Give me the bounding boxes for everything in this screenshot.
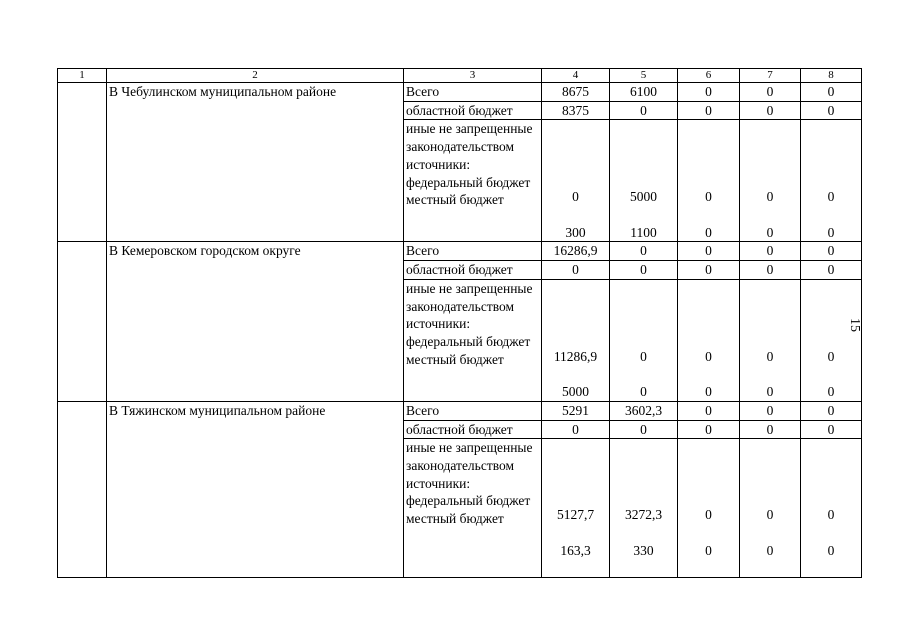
spacer — [680, 206, 737, 224]
source-label: местный бюджет — [406, 192, 504, 208]
local-value: 0 — [640, 384, 647, 400]
source-label: иные не запрещенные законодательством источники: — [406, 121, 533, 172]
local-value: 0 — [705, 542, 712, 558]
value-cell: 0 — [740, 101, 801, 120]
district-name: В Кемеровском городском округе — [107, 242, 404, 401]
value-cell: 0 — [740, 242, 801, 261]
federal-value: 0 — [572, 189, 579, 205]
value-cell: 0 — [678, 401, 740, 420]
source-label: местный бюджет — [406, 511, 504, 527]
local-value: 0 — [766, 542, 774, 558]
spacer — [544, 560, 607, 578]
federal-value: 5127,7 — [556, 507, 595, 523]
spacer — [612, 560, 675, 578]
spacer — [680, 365, 737, 383]
spacer — [680, 560, 737, 578]
value-cell: 0 — [740, 401, 801, 420]
spacer — [742, 560, 798, 578]
header-cell: 7 — [740, 69, 801, 83]
value-cell: 0 — [610, 101, 678, 120]
value-cell: 0 — [740, 261, 801, 280]
value-cell — [678, 120, 740, 242]
value-cell: 8675 — [542, 83, 610, 102]
source-label: областной бюджет — [404, 420, 542, 439]
value-cell: 5291 — [542, 401, 610, 420]
local-value: 300 — [565, 224, 586, 240]
local-value: 330 — [633, 542, 654, 558]
header-cell: 4 — [542, 69, 610, 83]
source-label: иные не запрещенные законодательством источники: — [406, 280, 533, 332]
federal-value: 0 — [640, 348, 647, 364]
value-cell — [740, 439, 801, 578]
spacer — [803, 524, 859, 542]
page-number: 15 — [847, 318, 862, 332]
value-cell — [678, 439, 740, 578]
spacer — [612, 206, 675, 224]
source-label: областной бюджет — [404, 261, 542, 280]
federal-value: 0 — [766, 189, 774, 205]
value-cell: 0 — [610, 261, 678, 280]
federal-value: 0 — [827, 507, 835, 523]
local-value: 0 — [766, 384, 774, 400]
spacer — [544, 206, 607, 224]
local-value: 0 — [827, 384, 835, 400]
federal-value: 0 — [705, 507, 712, 523]
value-cell — [610, 120, 678, 242]
district-name: В Тяжинском муниципальном районе — [107, 401, 404, 577]
federal-value: 5000 — [630, 189, 657, 205]
value-cell: 0 — [678, 83, 740, 102]
local-value: 0 — [705, 224, 712, 240]
federal-value: 0 — [705, 189, 712, 205]
value-cell — [610, 279, 678, 401]
federal-value: 3272,3 — [624, 507, 663, 523]
value-cell: 16286,9 — [542, 242, 610, 261]
source-label: федеральный бюджет — [406, 333, 531, 349]
section-total-row — [58, 83, 862, 102]
federal-value: 0 — [766, 348, 774, 364]
value-cell: 0 — [678, 261, 740, 280]
value-cell — [801, 439, 862, 578]
source-label: Всего — [404, 83, 542, 102]
spacer — [742, 524, 798, 542]
spacer — [544, 524, 607, 542]
federal-value: 0 — [705, 348, 712, 364]
source-label: областной бюджет — [404, 101, 542, 120]
value-cell: 0 — [801, 83, 862, 102]
header-cell: 5 — [610, 69, 678, 83]
value-cell: 0 — [801, 242, 862, 261]
value-cell: 0 — [610, 420, 678, 439]
value-cell: 0 — [801, 420, 862, 439]
value-cell: 0 — [801, 101, 862, 120]
source-label: федеральный бюджет — [406, 174, 531, 190]
district-name: В Чебулинском муниципальном районе — [107, 83, 404, 242]
local-value: 0 — [766, 224, 774, 240]
value-cell — [542, 120, 610, 242]
header-cell: 8 — [801, 69, 862, 83]
federal-value: 0 — [827, 189, 835, 205]
value-cell: 0 — [801, 401, 862, 420]
spacer — [612, 365, 675, 383]
section-total-row — [58, 401, 862, 420]
spacer — [680, 524, 737, 542]
header-cell: 3 — [404, 69, 542, 83]
value-cell: 8375 — [542, 101, 610, 120]
spacer — [742, 365, 798, 383]
local-value: 1100 — [630, 224, 657, 240]
local-value: 0 — [705, 384, 712, 400]
value-cell — [740, 279, 801, 401]
value-cell: 0 — [610, 242, 678, 261]
value-cell: 0 — [740, 83, 801, 102]
header-row — [58, 69, 862, 83]
value-cell: 0 — [740, 420, 801, 439]
row-number-cell — [58, 401, 107, 577]
value-cell: 0 — [542, 261, 610, 280]
source-label: федеральный бюджет — [406, 493, 531, 509]
value-cell — [801, 279, 862, 401]
value-cell: 0 — [801, 261, 862, 280]
value-cell — [740, 120, 801, 242]
spacer — [612, 524, 675, 542]
budget-table — [57, 68, 862, 578]
value-cell: 0 — [542, 420, 610, 439]
local-value: 0 — [827, 224, 835, 240]
spacer — [742, 206, 798, 224]
local-value: 5000 — [562, 384, 589, 400]
spacer — [544, 365, 607, 383]
spacer — [803, 365, 859, 383]
other-sources-label — [404, 439, 542, 578]
local-value: 163,3 — [560, 542, 591, 558]
value-cell: 0 — [678, 242, 740, 261]
value-cell — [801, 120, 862, 242]
spacer — [803, 560, 859, 578]
header-cell: 6 — [678, 69, 740, 83]
row-number-cell — [58, 242, 107, 401]
source-label: Всего — [404, 242, 542, 261]
other-sources-label — [404, 120, 542, 242]
federal-value: 0 — [766, 507, 774, 523]
value-cell — [542, 439, 610, 578]
row-number-cell — [58, 83, 107, 242]
source-label: Всего — [404, 401, 542, 420]
value-cell: 6100 — [610, 83, 678, 102]
value-cell — [610, 439, 678, 578]
federal-value: 11286,9 — [553, 348, 598, 364]
local-value: 0 — [827, 542, 835, 558]
value-cell: 0 — [678, 420, 740, 439]
header-cell: 1 — [58, 69, 107, 83]
source-label: иные не запрещенные законодательством источники: — [406, 440, 533, 491]
section-total-row — [58, 242, 862, 261]
value-cell: 3602,3 — [610, 401, 678, 420]
value-cell: 0 — [678, 101, 740, 120]
value-cell — [678, 279, 740, 401]
federal-value: 0 — [827, 348, 835, 364]
spacer — [803, 206, 859, 224]
value-cell — [542, 279, 610, 401]
source-label: местный бюджет — [406, 351, 504, 367]
header-cell: 2 — [107, 69, 404, 83]
other-sources-label — [404, 279, 542, 401]
